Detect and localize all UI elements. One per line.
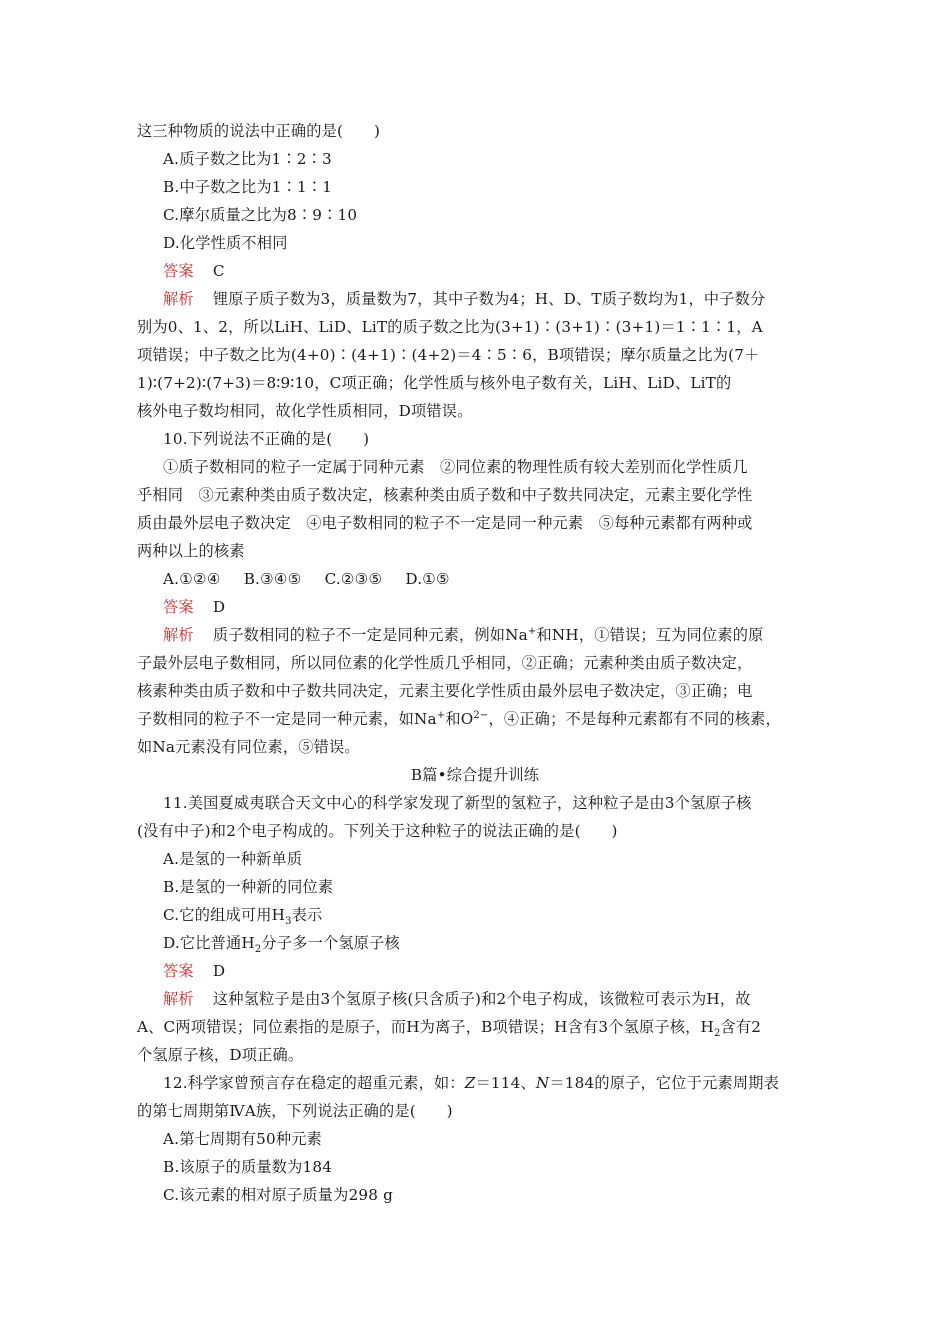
section-heading: B篇•综合提升训练	[410, 766, 540, 784]
q10-option-b: B.③④⑤	[243, 570, 302, 588]
q11-option-c-text: C.它的组成可用H	[163, 906, 286, 924]
q11-answer-line	[163, 961, 225, 981]
q10-option-c: C.②③⑤	[324, 570, 383, 588]
answer-label: 答案	[163, 962, 194, 980]
q10-statement-line-4: 两种以上的核素	[137, 542, 245, 560]
q10-analysis-text-c: ，④正确；不是每种元素都有不同的核素，	[488, 710, 781, 728]
q9-analysis-line-1	[163, 289, 765, 309]
q10-statement-line-1: ①质子数相同的粒子一定属于同种元素 ②同位素的物理性质有较大差别而化学性质几	[163, 458, 748, 476]
q9-analysis-line-4: 1)∶(7+2)∶(7+3)＝8∶9∶10，C项正确；化学性质与核外电子数有关，LiH、LiD、LiT的	[137, 374, 732, 392]
q10-option-a: A.①②④	[163, 570, 221, 588]
q11-option-c-text-end: 表示	[291, 906, 323, 924]
q10-analysis-line-4	[137, 709, 781, 729]
q10-option-d: D.①⑤	[405, 570, 450, 588]
q9-answer-value: C	[212, 262, 225, 280]
analysis-label: 解析	[163, 990, 194, 1008]
q10-analysis-line-2: 子最外层电子数相同，所以同位素的化学性质几乎相同，②正确；元素种类由质子数决定，	[137, 654, 753, 672]
q10-statement-line-2: 乎相同 ③元素种类由质子数决定，核素种类由质子数和中子数共同决定，元素主要化学性	[137, 486, 753, 504]
superscript: 2−	[473, 709, 489, 721]
q10-analysis-text-a: 质子数相同的粒子不一定是同种元素，例如Na	[212, 626, 528, 644]
q11-analysis-line-2	[137, 1017, 762, 1040]
answer-label: 答案	[163, 262, 194, 280]
q11-option-d-text-end: 分子多一个氢原子核	[261, 934, 400, 952]
q9-option-b: B.中子数之比为1∶1∶1	[163, 178, 333, 196]
q11-option-d	[163, 933, 400, 956]
q10-analysis-text-a: 子数相同的粒子不一定是同一种元素，如Na	[137, 710, 437, 728]
q11-option-b: B.是氢的一种新的同位素	[163, 878, 334, 896]
q9-answer-line	[163, 261, 225, 281]
q11-analysis-text: 这种氢粒子是由3个氢原子核(只含质子)和2个电子构成，该微粒可表示为H，故	[212, 990, 751, 1008]
q11-analysis-text-b: 含有2	[720, 1018, 762, 1036]
subscript: 2	[713, 1028, 721, 1040]
q10-answer-value: D	[212, 598, 226, 616]
q12-stem-text-a: 12.科学家曾预言存在稳定的超重元素，如：	[163, 1074, 465, 1092]
q10-analysis-text-b: 和NH，①错误；互为同位素的原	[536, 626, 764, 644]
analysis-label: 解析	[163, 290, 194, 308]
q10-options	[163, 569, 450, 589]
subscript: 3	[285, 916, 292, 928]
q9-option-c: C.摩尔质量之比为8∶9∶10	[163, 206, 358, 224]
q12-option-a: A.第七周期有50种元素	[163, 1130, 323, 1148]
subscript: 2	[254, 944, 262, 956]
q12-stem-text-b: ＝114、	[475, 1074, 536, 1092]
q10-statement-line-3: 质由最外层电子数决定 ④电子数相同的粒子不一定是同一种元素 ⑤每种元素都有两种或	[137, 514, 753, 532]
superscript: +	[527, 625, 537, 637]
q12-option-c: C.该元素的相对原子质量为298 g	[163, 1186, 394, 1204]
analysis-label: 解析	[163, 626, 194, 644]
q10-answer-line	[163, 597, 225, 617]
q11-option-d-text: D.它比普通H	[163, 934, 255, 952]
q11-stem-line-1: 11.美国夏威夷联合天文中心的科学家发现了新型的氢粒子，这种粒子是由3个氢原子核	[163, 794, 752, 812]
q11-analysis-text-a: A、C两项错误；同位素指的是原子，而H为离子，B项错误；H含有3个氢原子核，H	[137, 1018, 714, 1036]
q12-n-symbol: N	[535, 1074, 550, 1092]
superscript: +	[436, 709, 446, 721]
q11-analysis-line-3: 个氢原子核，D项正确。	[137, 1046, 304, 1064]
answer-label: 答案	[163, 598, 194, 616]
q11-option-c	[163, 905, 323, 928]
q9-stem-tail: 这三种物质的说法中正确的是( )	[137, 122, 381, 140]
q10-analysis-line-1	[163, 625, 764, 645]
q12-option-b: B.该原子的质量数为184	[163, 1158, 333, 1176]
q11-option-a: A.是氢的一种新单质	[163, 850, 303, 868]
q9-analysis-line-2: 别为0、1、2，所以LiH、LiD、LiT的质子数之比为(3+1)∶(3+1)∶(3+1)＝1∶1∶1，A	[137, 318, 763, 336]
q12-stem-line-1	[163, 1073, 779, 1093]
q10-analysis-line-3: 核素种类由质子数和中子数共同决定，元素主要化学性质由最外层电子数决定，③正确；电	[137, 682, 753, 700]
q9-option-d: D.化学性质不相同	[163, 234, 288, 252]
q12-stem-text-c: ＝184的原子，它位于元素周期表	[549, 1074, 780, 1092]
q10-analysis-text-b: 和O	[445, 710, 474, 728]
q12-z-symbol: Z	[464, 1074, 476, 1092]
q9-analysis-line-3: 项错误；中子数之比为(4+0)∶(4+1)∶(4+2)＝4∶5∶6，B项错误；摩尔质量之比为(7＋	[137, 346, 760, 364]
q11-analysis-line-1	[163, 989, 751, 1009]
q11-stem-line-2: (没有中子)和2个电子构成的。下列关于这种粒子的说法正确的是( )	[137, 822, 618, 840]
q9-analysis-line-5: 核外电子数均相同，故化学性质相同，D项错误。	[137, 402, 473, 420]
q11-answer-value: D	[212, 962, 226, 980]
q9-analysis-text: 锂原子质子数为3，质量数为7，其中子数为4；H、D、T质子数均为1，中子数分	[212, 290, 766, 308]
q10-stem: 10.下列说法不正确的是( )	[163, 430, 370, 448]
q9-option-a: A.质子数之比为1∶2∶3	[163, 150, 332, 168]
q12-stem-line-2: 的第七周期第ⅣA族，下列说法正确的是( )	[137, 1102, 453, 1120]
q10-analysis-line-5: 如Na元素没有同位素，⑤错误。	[137, 738, 360, 756]
